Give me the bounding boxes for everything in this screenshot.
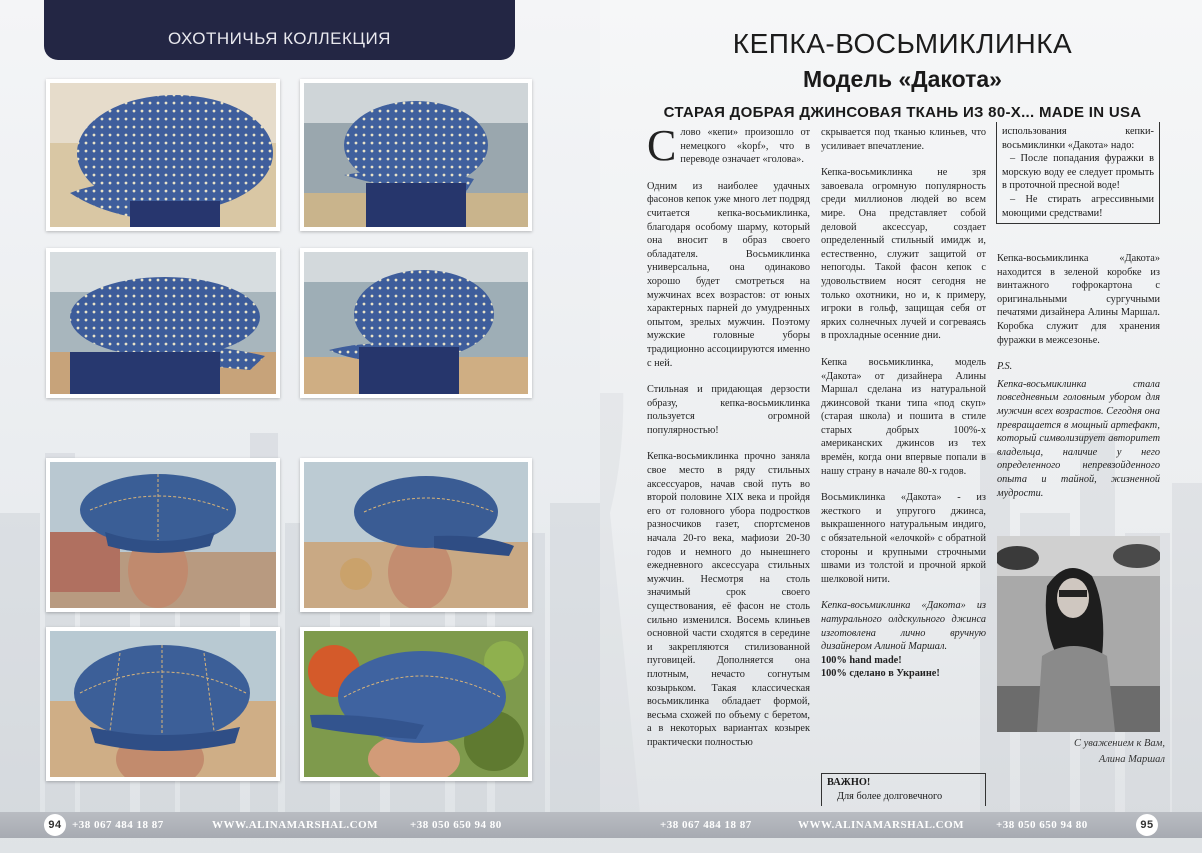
paragraph-italic: Кепка-восьмиклинка «Дакота» из натурального олдскульного джинса изготовлена лично вручную дизайнером Алиной Маршал.: [821, 600, 986, 653]
paragraph: Восьмиклинка «Дакота» - из жесткого и упругого джинса, выкрашенного натуральным индиго, с обязательной «елочкой» с обратной стороны и крупными строчными швами из толстой и прочной яркой шелковой нити.: [821, 492, 986, 585]
important-box: [821, 773, 986, 806]
ps-text: Кепка-восьмиклинка стала повседневным головным убором для мужчин всех возрастов. Сегодня она превращается в мощный артефакт, который символизирует авторитет владельца, наличие у него определенного непревзойденного опыта и тайной, жизненной мудрости.: [997, 378, 1160, 499]
text-column-3: [997, 252, 1160, 513]
important-label: ВАЖНО!: [827, 777, 871, 788]
footer-phone-1: +38 067 484 18 87: [72, 819, 164, 831]
footer-phone-2-right: +38 050 650 94 80: [996, 819, 1088, 831]
article-subtitle: СТАРАЯ ДОБРАЯ ДЖИНСОВАЯ ТКАНЬ ИЗ 80-Х... MADE IN USA: [663, 104, 1142, 121]
signature-line-1: С уважением к Вам,: [1073, 738, 1165, 749]
text-column-2: [821, 126, 986, 694]
footer-website[interactable]: WWW.ALINAMARSHAL.COM: [212, 819, 379, 831]
page-number-right: 95: [1136, 814, 1158, 836]
cap-photo-side-patterned: [300, 79, 532, 231]
section-header: ОХОТНИЧЬЯ КОЛЛЕКЦИЯ: [44, 0, 515, 60]
paragraph: Одним из наиболее удачных фасонов кепок уже много лет подряд считается кепка-восьмиклинка, благодаря особому шарму, который она вносит в образ своего обладателя. Восьмиклинка универсальна, она одинаково хорошо будет смотреться на мужчинах всех возрастов: от юных характерных парней до умудренных опытом, зрелых мужчин. Поэтому мужские головные уборы традиционно ассоциируются именно с ней.: [647, 180, 810, 369]
text-column-1: [647, 121, 810, 750]
care-instructions-box: [996, 122, 1160, 224]
paragraph: скрывается под тканью клиньев, что усиливает впечатление.: [821, 127, 986, 152]
signature-line-2: Алина Маршал: [1098, 754, 1165, 765]
drop-cap: С: [647, 121, 677, 170]
paragraph: Кепка восьмиклинка, модель «Дакота» от дизайнера Алины Маршал сделана из натуральной джинсовой ткани типа «под скуп» (старая школа) и пошита в стиле старых добрых 100%-х американских джинсов из тех времён, когда они впервые попали в нашу страну в начале 80-х годов.: [821, 356, 986, 477]
cap-photo-front-patterned: [46, 79, 280, 231]
care-item: – Не стирать агрессивными моющими средствами!: [1002, 193, 1154, 219]
footer-website-right[interactable]: WWW.ALINAMARSHAL.COM: [798, 819, 965, 831]
denim-cap-mannequin-front: [46, 458, 280, 612]
care-intro: использования кепки-восьмиклинки «Дакота» надо:: [1002, 126, 1154, 151]
denim-cap-garden: [300, 627, 532, 781]
footer-bar: [0, 812, 1202, 838]
footer-phone-2: +38 050 650 94 80: [410, 819, 502, 831]
cap-photo-back-beach: [300, 248, 532, 398]
left-page: [0, 0, 600, 853]
article-model: Модель «Дакота»: [803, 66, 1002, 92]
paragraph: Кепка-восьмиклинка «Дакота» находится в зеленой коробке из винтажного гофрокартона с оригинальными сургучными печатями дизайнера Алины Маршал. Коробка служит для хранения фуражки в межсезонье.: [997, 253, 1160, 346]
ps-label: P.S.: [997, 361, 1013, 373]
hand-made-line: 100% hand made!: [821, 654, 902, 666]
cap-photo-front-beach: [46, 248, 280, 398]
important-text: Для более долговечного: [837, 790, 943, 802]
page-number-left: 94: [44, 814, 66, 836]
paragraph: Кепка-восьмиклинка не зря завоевала огромную популярность среди миллионов людей во всем мире. Она представляет собой деловой аксессуар, создает определенный стильный имидж и, естественно, служит защитой от непогоды. Такой фасон кепок с удовольствием носят сегодня не только охотники, но и, к примеру, игроки в гольф, защищая себя от ярких солнечных лучей и согреваясь в прохладные осенние дни.: [821, 167, 986, 342]
article-title: КЕПКА-ВОСЬМИКЛИНКА: [732, 28, 1073, 59]
denim-cap-mannequin-closeup: [46, 627, 280, 781]
designer-portrait-photo: [997, 536, 1160, 732]
paragraph: лово «кепи» произошло от немецкого «kopf», что в переводе означает «голова».: [680, 127, 810, 166]
made-in-ukraine-line: 100% сделано в Украине!: [821, 668, 940, 680]
paragraph: Кепка-восьмиклинка прочно заняла свое место в ряду стильных аксессуаров, начав свой путь во второй половине XIX века и пройдя его от головного убора подростков разносчиков газет, спортсменов начала 20-го века, мафиози 20-30 годов и немного до нынешнего ежедневного аксессуара стильных мужчин. Несмотря на столь значимый срок своего существования, её фасон не столь сильно изменился. Восемь клиньев основной части сходятся в середине и закрепляются стилизованной пуговицей. Дополняется она плотным, нечасто согнутым козырьком. Такая классическая восьмиклинка обладает формой, весьма схожей по объему с беретом, а в некоторых вариантах козырек практически полностью: [647, 451, 810, 748]
footer-phone-1-right: +38 067 484 18 87: [660, 819, 752, 831]
paragraph: Стильная и придающая дерзости образу, кепка-восьмиклинка пользуется огромной популярностью!: [647, 384, 810, 436]
signature: [1005, 736, 1165, 768]
care-item: – После попадания фуражки в морскую воду ее следует промыть в проточной пресной воде!: [1002, 153, 1154, 192]
denim-cap-mannequin-side: [300, 458, 532, 612]
